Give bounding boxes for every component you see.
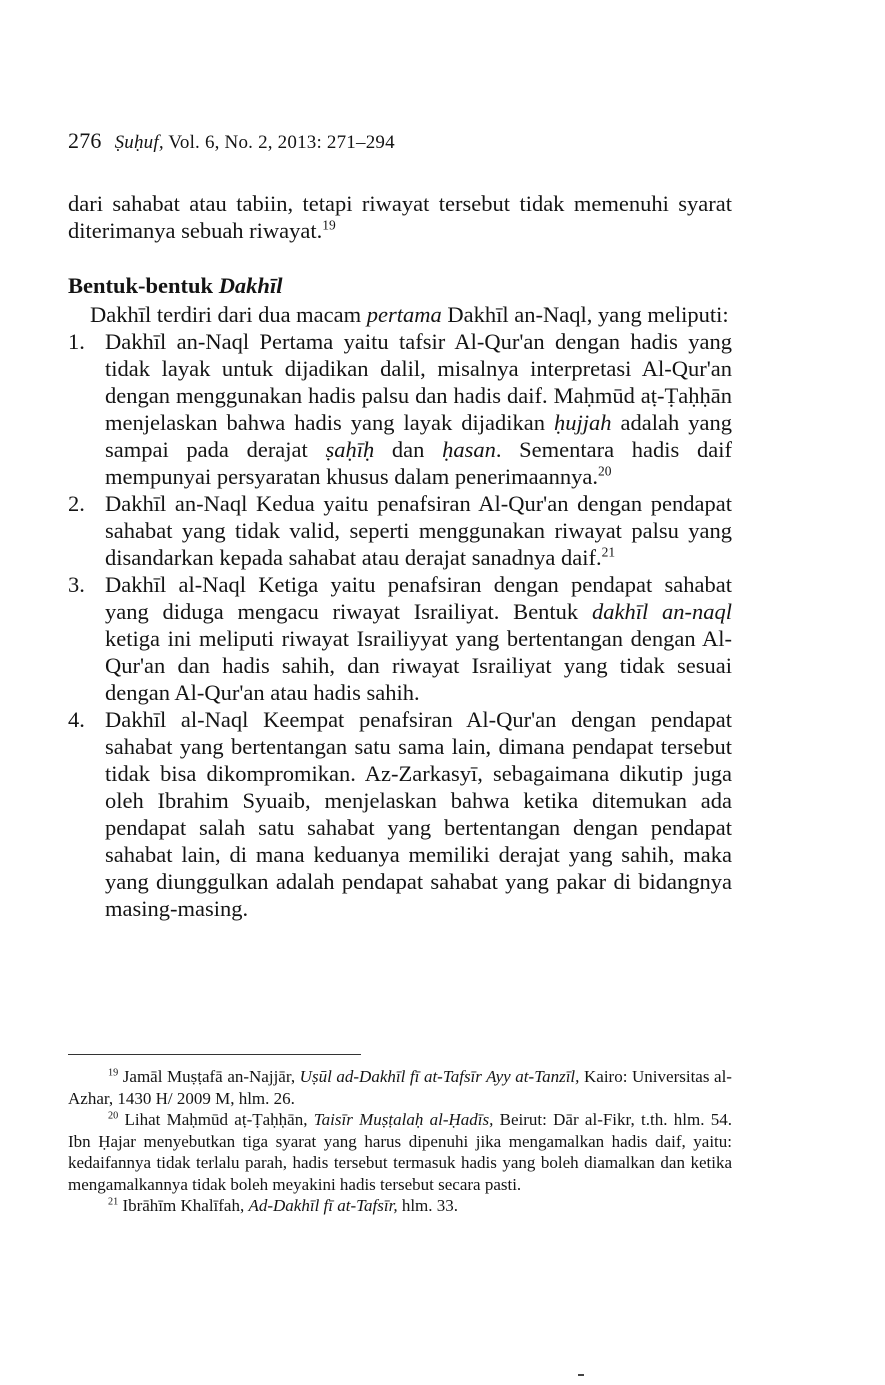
journal-citation: Vol. 6, No. 2, 2013: 271–294 — [168, 132, 395, 153]
section-heading: Bentuk-bentuk Dakhīl — [68, 273, 283, 298]
footnotes — [68, 1066, 732, 1217]
list-item: 3. Dakhīl al-Naql Ketiga yaitu penafsiran dengan pendapat sahabat yang diduga mengacu riwayat Israiliyat. Bentuk dakhīl an-naql ketiga ini meliputi riwayat Israiliyyat yang bertentangan dengan Al-Qur'an dan hadis sahih, dan riwayat Israiliyat yang tidak sesuai dengan Al-Qur'an atau hadis sahih. — [68, 572, 733, 705]
list-number: 2. — [68, 491, 85, 516]
list-item: 1. Dakhīl an-Naql Pertama yaitu tafsir Al-Qur'an dengan hadis yang tidak layak untuk dijadikan dalil, misalnya interpretasi Al-Qur'an dengan menggunakan hadis palsu dan hadis daif. Maḥmūd aṭ-Ṭaḥḥān menjelaskan bahwa hadis yang layak dijadikan ḥujjah adalah yang sampai pada derajat ṣaḥīḥ dan ḥasan. Sementara hadis daif mempunyai persyaratan khusus dalam penerimaannya.$^{20}$ — [68, 329, 732, 489]
footnote-21: $^{21}$ Ibrāhīm Khalīfah, Ad-Dakhīl fī at-Tafsīr, hlm. 33. — [108, 1196, 459, 1215]
body-text — [68, 190, 732, 922]
footnote-ref[interactable]: 20 — [597, 463, 612, 479]
list-number: 4. — [68, 707, 85, 732]
footnote-ref[interactable]: 19 — [322, 217, 336, 233]
footnote-separator — [68, 1054, 361, 1055]
page-number: 276 — [68, 128, 102, 153]
dakhil-list — [68, 328, 732, 922]
running-header — [68, 128, 395, 154]
footnote-19: $^{19}$ Jamāl Muṣṭafā an-Najjār, Uṣūl ad-Dakhīl fī at-Tafsīr Ayy at-Tanzīl, Kairo: Universitas al-Azhar, 1430 H/ 2009 M, hlm. 26. — [68, 1067, 732, 1108]
scan-mark — [578, 1374, 584, 1376]
journal-name: Ṣuḥuf, — [114, 132, 164, 153]
continuation-paragraph: dari sahabat atau tabiin, tetapi riwayat tersebut tidak memenuhi syarat diterimanya sebuah riwayat.$^{19}$ — [68, 191, 732, 243]
section-lead: Dakhīl terdiri dari dua macam pertama Dakhīl an-Naql, yang meliputi: — [90, 302, 729, 327]
list-item: 4. Dakhīl al-Naql Keempat penafsiran Al-Qur'an dengan pendapat sahabat yang bertentangan satu sama lain, dimana pendapat tersebut tidak bisa dikompromikan. Az-Zarkasyī, sebagaimana dikutip juga oleh Ibrahim Syuaib, menjelaskan bahwa ketika ditemukan ada pendapat salah satu sahabat yang bertentangan dengan pendapat sahabat lain, di mana keduanya memiliki derajat yang sahih, maka yang diunggulkan adalah pendapat sahabat yang pakar di bidangnya masing-masing. — [68, 707, 732, 921]
footnote-20: $^{20}$ Lihat Maḥmūd aṭ-Ṭaḥḥān, Taisīr Muṣṭalaḥ al-Ḥadīs, Beirut: Dār al-Fikr, t.th. hlm. 54. Ibn Ḥajar menyebutkan tiga syarat yang harus dipenuhi jika mengamalkan hadis daif, yaitu: kedaifannya tidak terlalu parah, hadis tersebut termasuk hadis yang boleh diamalkan dan ketika mengamalkannya tidak boleh meyakini hadis tersebut secara pasti. — [68, 1110, 733, 1194]
list-number: 3. — [68, 572, 85, 597]
list-number: 1. — [68, 329, 85, 354]
list-item: 2. Dakhīl an-Naql Kedua yaitu penafsiran Al-Qur'an dengan pendapat sahabat yang tidak valid, seperti menggunakan riwayat palsu yang disandarkan kepada sahabat atau derajat sanadnya daif.$^{21}$ — [68, 491, 732, 570]
footnote-ref[interactable]: 21 — [601, 544, 616, 560]
